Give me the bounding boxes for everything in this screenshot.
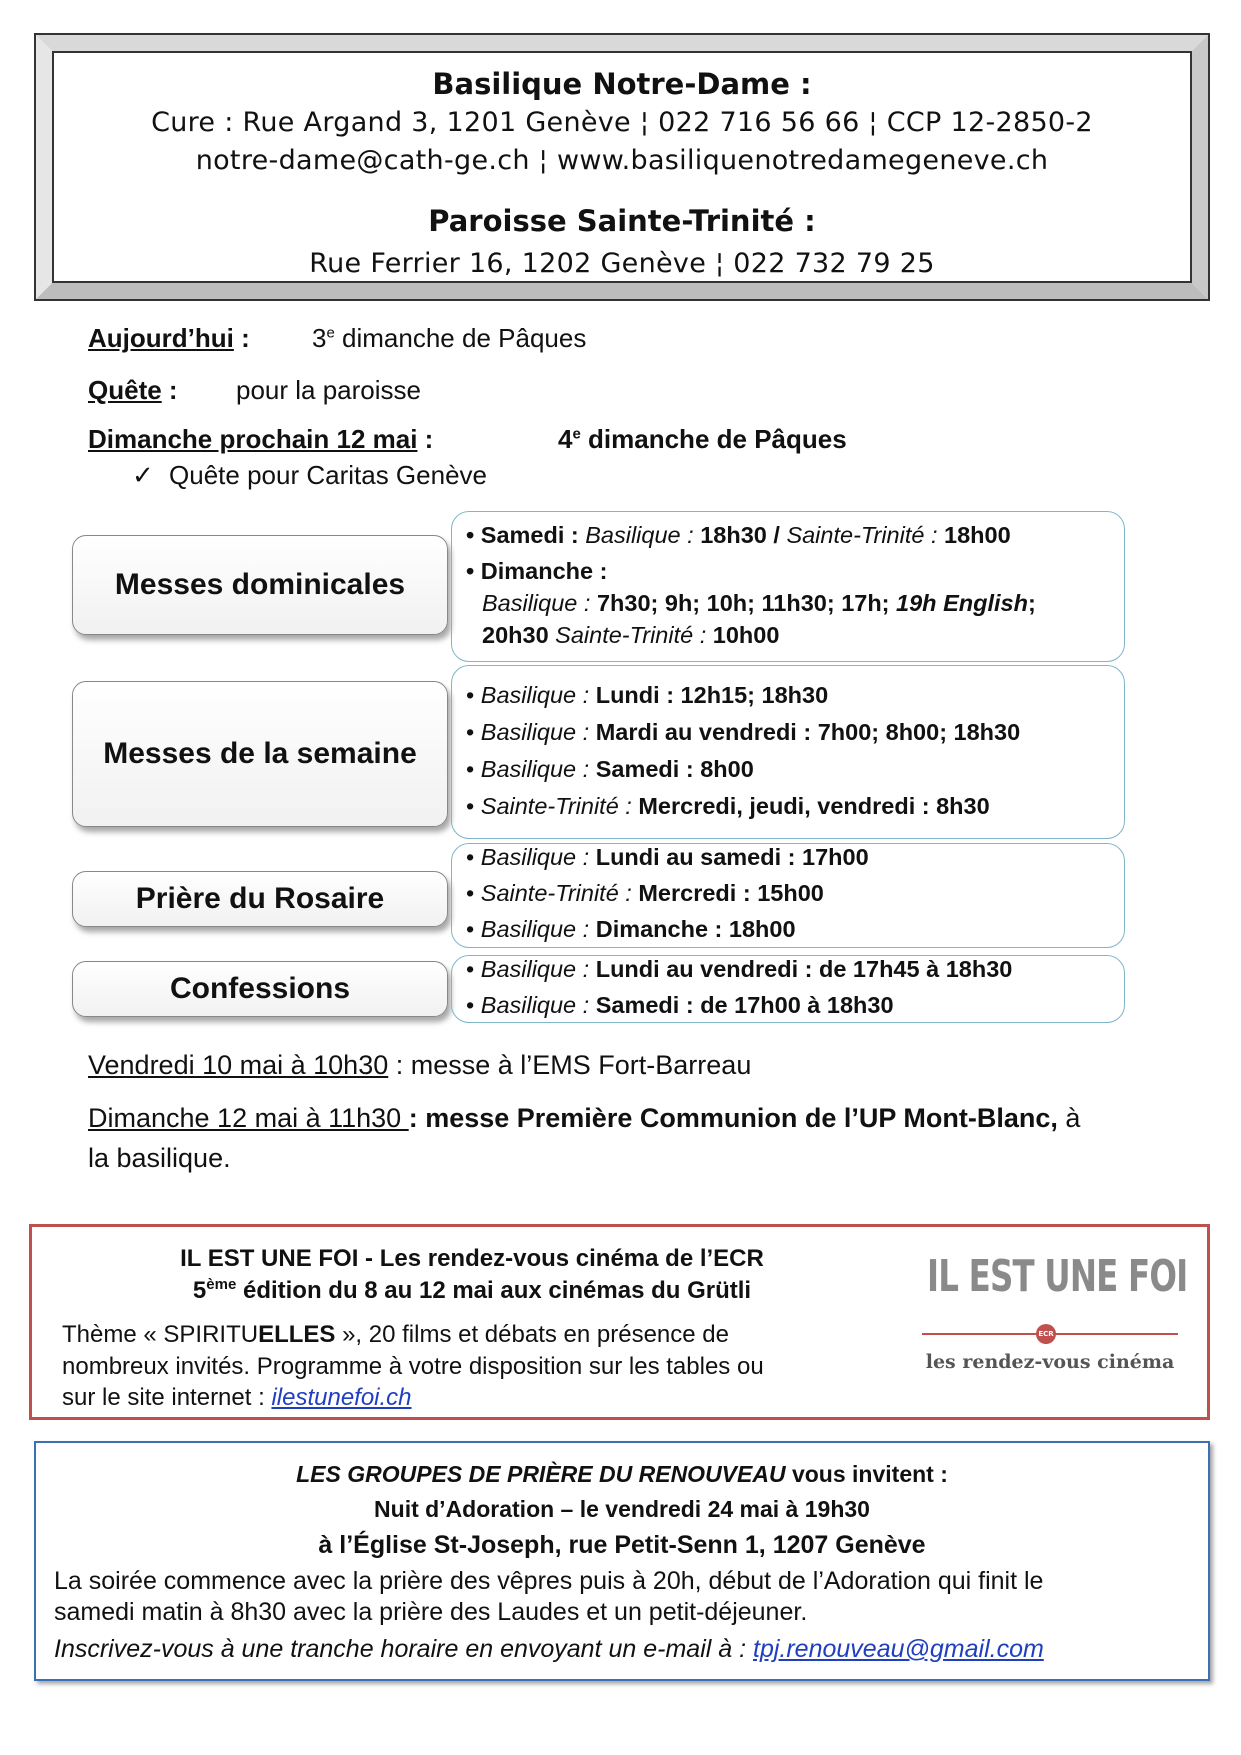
edition-text: édition du 8 au 12 mai aux cinémas du Grütli (236, 1277, 752, 1304)
theme-a: Thème « SPIRITU (62, 1321, 259, 1348)
times: Lundi au samedi : 17h00 (595, 844, 869, 870)
times: Lundi : 12h15; 18h30 (595, 682, 829, 708)
basilique-name: Basilique : (482, 590, 597, 616)
site-label: sur le site internet : (62, 1384, 272, 1411)
today-text: dimanche de Pâques (334, 323, 587, 353)
film-body-1 (62, 1321, 729, 1349)
renouveau-box (34, 1441, 1210, 1681)
event-dimanche (88, 1103, 1080, 1134)
logo-badge: ECR (1036, 1324, 1056, 1344)
theme-c: », 20 films et débats en présence de (335, 1321, 729, 1348)
event-vendredi-date: Vendredi 10 mai à 10h30 (88, 1050, 389, 1080)
next-sunday-colon: : (417, 424, 434, 454)
rosaire-line-3 (466, 916, 796, 943)
header-box (34, 33, 1210, 301)
place: Basilique : (480, 682, 596, 708)
bullet: • (466, 992, 475, 1018)
basilique-title: Basilique Notre-Dame : (432, 67, 812, 101)
bullet: • (466, 793, 475, 819)
event-vendredi-text: : messe à l’EMS Fort-Barreau (388, 1050, 752, 1080)
quete-colon: : (161, 375, 178, 405)
bullet: • (466, 756, 475, 782)
separator: / (773, 522, 787, 548)
renouveau-event: Nuit d’Adoration – le vendredi 24 mai à 19h30 (374, 1496, 870, 1522)
quete-line (88, 375, 421, 406)
il-est-une-foi-logo (900, 1245, 1200, 1395)
dominicales-dimanche-basilique (482, 590, 1036, 617)
place: Basilique : (480, 956, 596, 982)
times: Samedi : de 17h00 à 18h30 (595, 992, 894, 1018)
semaine-line-4 (466, 793, 990, 820)
place: Basilique : (480, 844, 596, 870)
quete-value: pour la paroisse (236, 375, 421, 405)
event-dimanche-text: à (1057, 1103, 1081, 1133)
email-label: Inscrivez-vous à une tranche horaire en envoyant un e-mail à : (54, 1635, 753, 1663)
film-festival-box (29, 1224, 1210, 1420)
renouveau-body-3 (54, 1635, 1044, 1664)
bullet: • (466, 880, 475, 906)
label-messes-dominicales: Messes dominicales (72, 535, 448, 635)
basilique-contact: notre-dame@cath-ge.ch ¦ www.basiliquenotredamegeneve.ch (195, 145, 1049, 176)
check-text: Quête pour Caritas Genève (169, 460, 487, 490)
next-sunday-value (558, 424, 847, 455)
detail-messes-semaine (451, 665, 1125, 839)
samedi-trinite-time: 18h00 (944, 522, 1011, 548)
edition-sup: ème (206, 1276, 237, 1293)
bullet: • (466, 844, 475, 870)
today-value (312, 323, 586, 354)
place: Sainte-Trinité : (480, 793, 639, 819)
next-num: 4 (558, 424, 573, 454)
renouveau-invite-text: vous invitent : (785, 1461, 948, 1487)
today-line (88, 323, 587, 354)
label-messes-semaine: Messes de la semaine (72, 681, 448, 827)
event-dimanche-line2: la basilique. (88, 1143, 231, 1173)
semaine-line-2 (466, 719, 1020, 746)
times: Mardi au vendredi : 7h00; 8h00; 18h30 (595, 719, 1021, 745)
event-dimanche-date: Dimanche 12 mai à 11h30 (88, 1103, 409, 1133)
label-confessions: Confessions (72, 961, 448, 1017)
semicolon: ; (1027, 590, 1036, 616)
theme-b: ELLES (258, 1321, 336, 1348)
place: Sainte-Trinité : (480, 880, 639, 906)
today-num: 3 (312, 323, 327, 353)
today-colon: : (233, 323, 250, 353)
event-vendredi (88, 1050, 751, 1081)
samedi-label: Samedi : (480, 522, 586, 548)
times: Dimanche : 18h00 (595, 916, 796, 942)
english-mass: 19h English (896, 590, 1028, 616)
bullet: • (466, 682, 475, 708)
semaine-line-1 (466, 682, 828, 709)
logo-title: IL EST UNE FOI (927, 1251, 1188, 1302)
trinite-name: Sainte-Trinité : (555, 622, 713, 648)
rosaire-line-2 (466, 880, 824, 907)
film-title (32, 1245, 912, 1273)
next-sunday-label: Dimanche prochain 12 mai (88, 424, 418, 454)
dominicales-dimanche-trinite (482, 622, 779, 649)
check-icon: ✓ (132, 460, 154, 490)
renouveau-place: à l’Église St-Joseph, rue Petit-Senn 1, 1207 Genève (318, 1531, 926, 1559)
renouveau-invite (36, 1461, 1208, 1488)
next-text: dimanche de Pâques (580, 424, 847, 454)
event-dimanche-bold: : messe Première Communion de l’UP Mont-Blanc, (408, 1103, 1058, 1133)
trinite-address: Rue Ferrier 16, 1202 Genève ¦ 022 732 79 25 (309, 248, 935, 279)
detail-messes-dominicales (451, 511, 1125, 662)
detail-priere-rosaire (451, 843, 1125, 948)
renouveau-groups: LES GROUPES DE PRIÈRE DU RENOUVEAU (296, 1461, 786, 1487)
place: Basilique : (480, 916, 596, 942)
evening-time: 20h30 (482, 622, 556, 648)
times: Mercredi : 15h00 (638, 880, 824, 906)
dimanche-label: Dimanche : (480, 558, 608, 584)
times: Samedi : 8h00 (595, 756, 754, 782)
rosaire-line-1 (466, 844, 869, 871)
film-title-main: IL EST UNE FOI (180, 1245, 359, 1272)
check-line (132, 460, 487, 491)
film-site-link[interactable]: ilestunefoi.ch (271, 1384, 412, 1411)
trinite-time: 10h00 (712, 622, 780, 648)
film-title-sub: - Les rendez-vous cinéma de l’ECR (358, 1245, 764, 1272)
samedi-basilique-time: 18h30 (700, 522, 774, 548)
bullet: • (466, 956, 475, 982)
dominicales-samedi (466, 522, 1011, 549)
quete-label: Quête (88, 375, 162, 405)
next-sunday-line (88, 424, 847, 455)
renouveau-body-1: La soirée commence avec la prière des vêpres puis à 20h, début de l’Adoration qui finit le (54, 1567, 1044, 1595)
film-body-2: nombreux invités. Programme à votre disposition sur les tables ou (62, 1353, 764, 1380)
dominicales-dimanche (466, 558, 607, 585)
renouveau-body-2: samedi matin à 8h30 avec la prière des Laudes et un petit-déjeuner. (54, 1598, 808, 1626)
header-inner-frame (52, 51, 1192, 283)
trinite-name: Sainte-Trinité : (786, 522, 945, 548)
bullet: • (466, 719, 475, 745)
dimanche-times: 7h30; 9h; 10h; 11h30; 17h; (596, 590, 897, 616)
today-label: Aujourd’hui (88, 323, 234, 353)
place: Basilique : (480, 756, 596, 782)
trinite-title: Paroisse Sainte-Trinité : (428, 204, 816, 238)
detail-confessions (451, 955, 1125, 1023)
confessions-line-1 (466, 956, 1012, 983)
film-body-3 (62, 1384, 412, 1412)
next-sup: e (572, 425, 581, 443)
film-edition (32, 1277, 912, 1305)
edition-num: 5 (192, 1277, 207, 1304)
basilique-name: Basilique : (585, 522, 701, 548)
bullet: • (466, 558, 475, 584)
confessions-line-2 (466, 992, 894, 1019)
basilique-address: Cure : Rue Argand 3, 1201 Genève ¦ 022 716 56 66 ¦ CCP 12-2850-2 (151, 107, 1093, 138)
renouveau-email-link[interactable]: tpj.renouveau@gmail.com (753, 1635, 1044, 1663)
bullet: • (466, 916, 475, 942)
label-priere-rosaire: Prière du Rosaire (72, 871, 448, 927)
place: Basilique : (480, 992, 596, 1018)
today-sup: e (326, 324, 335, 342)
semaine-line-3 (466, 756, 754, 783)
place: Basilique : (480, 719, 596, 745)
times: Lundi au vendredi : de 17h45 à 18h30 (595, 956, 1013, 982)
logo-subtitle: les rendez-vous cinéma (925, 1351, 1175, 1373)
bullet: • (466, 522, 475, 548)
times: Mercredi, jeudi, vendredi : 8h30 (638, 793, 990, 819)
